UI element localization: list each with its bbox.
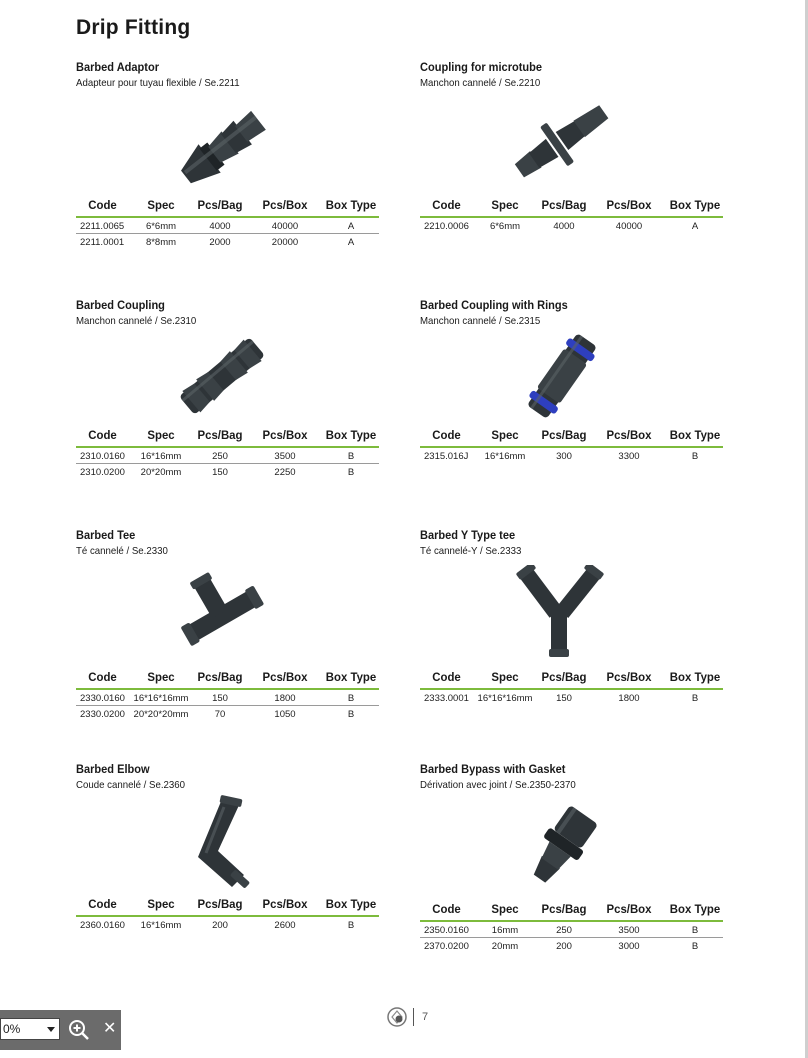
- zoom-toolbar: [0, 1010, 121, 1050]
- col-header: Pcs/Bag: [194, 896, 245, 916]
- col-header: Box Type: [324, 669, 377, 689]
- barbed-tee-icon: [172, 568, 267, 656]
- microtube-coupling-icon: [505, 93, 620, 188]
- cell: 20*20*20mm: [133, 708, 189, 720]
- cell: 16mm: [473, 921, 537, 938]
- zoom-level-select[interactable]: [0, 1018, 60, 1040]
- cell: 2600: [274, 919, 296, 931]
- close-icon[interactable]: ✕: [103, 1020, 117, 1037]
- cell: 16*16mm: [129, 447, 193, 464]
- cell: 20*20mm: [140, 466, 182, 478]
- cell: 4000: [553, 220, 575, 232]
- cell: 250: [537, 921, 591, 938]
- barbed-adaptor-icon: [168, 100, 278, 195]
- page-title: Drip Fitting: [76, 16, 191, 39]
- col-header: Pcs/Bag: [538, 427, 589, 447]
- col-header: Pcs/Bag: [538, 669, 589, 689]
- col-header: Pcs/Bag: [194, 427, 245, 447]
- cell: B: [691, 692, 699, 704]
- product-title: Barbed Y Type tee: [420, 528, 516, 542]
- product-subtitle: Dérivation avec joint / Se.2350-2370: [420, 779, 576, 791]
- cell: A: [347, 236, 355, 248]
- cell: 2250: [274, 466, 296, 478]
- table-row: [76, 689, 379, 706]
- product-title: Barbed Bypass with Gasket: [420, 762, 566, 776]
- cell: 2211.0065: [76, 217, 129, 234]
- product-barbed-coupling: [76, 298, 386, 327]
- bypass-gasket-icon: [518, 800, 608, 890]
- col-header: Box Type: [668, 427, 721, 447]
- cell: 2210.0006: [424, 220, 469, 232]
- col-header: Box Type: [668, 669, 721, 689]
- col-header: Spec: [131, 669, 192, 689]
- cell: 2211.0001: [80, 236, 125, 248]
- product-subtitle: Manchon cannelé / Se.2315: [420, 315, 541, 327]
- cell: 2310.0200: [80, 466, 125, 478]
- col-header: Code: [421, 197, 471, 217]
- product-coupling-microtube: [420, 60, 730, 89]
- cell: 2000: [209, 236, 231, 248]
- col-header: Pcs/Box: [593, 427, 665, 447]
- spec-table: [420, 669, 723, 705]
- cell: 2330.0160: [76, 689, 129, 706]
- cell: B: [347, 466, 355, 478]
- zoom-level-value: 0%: [3, 1022, 21, 1036]
- cell: 2315.016J: [424, 450, 469, 462]
- spec-table: [76, 896, 379, 932]
- col-header: Pcs/Bag: [538, 901, 589, 921]
- cell: 6*6mm: [129, 217, 193, 234]
- col-header: Pcs/Box: [593, 197, 665, 217]
- product-subtitle: Té cannelé-Y / Se.2333: [420, 545, 522, 557]
- product-title: Barbed Coupling with Rings: [420, 298, 568, 312]
- product-title: Barbed Elbow: [76, 762, 150, 776]
- cell: B: [667, 921, 723, 938]
- cell: 2360.0160: [80, 919, 125, 931]
- cell: 16*16*16mm: [477, 692, 533, 704]
- col-header: Box Type: [324, 896, 377, 916]
- product-title: Coupling for microtube: [420, 60, 543, 74]
- table-row: [76, 217, 379, 234]
- col-header: Pcs/Box: [249, 669, 321, 689]
- product-subtitle: Té cannelé / Se.2330: [76, 545, 168, 557]
- cell: 1050: [274, 708, 296, 720]
- cell: 2333.0001: [424, 692, 469, 704]
- table-row: [76, 916, 379, 932]
- spec-table: [76, 427, 379, 479]
- col-header: Code: [421, 669, 471, 689]
- cell: 3000: [618, 940, 640, 952]
- table-row: [76, 464, 379, 480]
- col-header: Code: [77, 427, 127, 447]
- col-header: Code: [77, 197, 127, 217]
- col-header: Box Type: [324, 197, 377, 217]
- cell: 3500: [591, 921, 667, 938]
- product-barbed-tee: [76, 528, 386, 557]
- spec-table: [76, 669, 379, 721]
- col-header: Pcs/Bag: [538, 197, 589, 217]
- cell: B: [323, 689, 379, 706]
- cell: 20mm: [491, 940, 519, 952]
- chevron-down-icon: [47, 1027, 55, 1032]
- cell: 1800: [618, 692, 640, 704]
- col-header: Code: [421, 901, 471, 921]
- cell: 16*16mm: [140, 919, 182, 931]
- table-row: [76, 234, 379, 250]
- cell: 16*16*16mm: [129, 689, 193, 706]
- col-header: Spec: [131, 197, 192, 217]
- spec-table: [420, 427, 723, 463]
- col-header: Pcs/Bag: [194, 197, 245, 217]
- cell: 150: [212, 466, 228, 478]
- cell: 16*16mm: [484, 450, 526, 462]
- cell: 200: [556, 940, 572, 952]
- cell: 40000: [615, 220, 643, 232]
- table-row: [420, 217, 723, 233]
- product-subtitle: Manchon cannelé / Se.2310: [76, 315, 197, 327]
- cell: 2370.0200: [424, 940, 469, 952]
- footer-divider: [413, 1008, 414, 1026]
- col-header: Box Type: [668, 901, 721, 921]
- product-subtitle: Manchon cannelé / Se.2210: [420, 77, 541, 89]
- col-header: Spec: [131, 896, 192, 916]
- company-logo-icon: [386, 1006, 408, 1028]
- col-header: Pcs/Bag: [194, 669, 245, 689]
- coupling-with-rings-icon: [512, 330, 612, 422]
- cell: 150: [556, 692, 572, 704]
- col-header: Pcs/Box: [249, 197, 321, 217]
- table-row: [420, 921, 723, 938]
- table-row: [420, 689, 723, 705]
- product-barbed-coupling-rings: [420, 298, 730, 327]
- product-barbed-bypass: [420, 762, 730, 791]
- cell: 1800: [247, 689, 323, 706]
- col-header: Spec: [475, 669, 536, 689]
- col-header: Pcs/Box: [593, 669, 665, 689]
- cell: B: [347, 708, 355, 720]
- product-title: Barbed Coupling: [76, 298, 165, 312]
- cell: 40000: [247, 217, 323, 234]
- cell: B: [347, 919, 355, 931]
- cell: 2330.0200: [80, 708, 125, 720]
- product-title: Barbed Tee: [76, 528, 136, 542]
- col-header: Box Type: [668, 197, 721, 217]
- product-barbed-adaptor: [76, 60, 386, 89]
- cell: 300: [556, 450, 572, 462]
- cell: 4000: [193, 217, 247, 234]
- col-header: Code: [77, 669, 127, 689]
- product-subtitle: Adapteur pour tuyau flexible / Se.2211: [76, 77, 240, 89]
- table-row: [76, 706, 379, 722]
- spec-table: [76, 197, 379, 249]
- product-barbed-y-tee: [420, 528, 730, 557]
- table-row: [76, 447, 379, 464]
- col-header: Spec: [131, 427, 192, 447]
- table-row: [420, 447, 723, 463]
- col-header: Code: [421, 427, 471, 447]
- product-barbed-elbow: [76, 762, 386, 791]
- page-number: 7: [422, 1011, 429, 1023]
- spec-table: [420, 197, 723, 233]
- cell: 2350.0160: [420, 921, 473, 938]
- col-header: Pcs/Box: [249, 427, 321, 447]
- barbed-coupling-icon: [172, 330, 272, 422]
- cell: 250: [193, 447, 247, 464]
- cell: B: [691, 940, 699, 952]
- cell: 2310.0160: [76, 447, 129, 464]
- cell: B: [323, 447, 379, 464]
- cell: 70: [214, 708, 226, 720]
- barbed-elbow-icon: [182, 795, 252, 890]
- product-subtitle: Coude cannelé / Se.2360: [76, 779, 186, 791]
- cell: A: [691, 220, 699, 232]
- col-header: Spec: [475, 901, 536, 921]
- cell: 3500: [247, 447, 323, 464]
- col-header: Pcs/Box: [593, 901, 665, 921]
- zoom-in-icon[interactable]: [67, 1018, 91, 1042]
- y-tee-icon: [512, 565, 607, 660]
- col-header: Spec: [475, 427, 536, 447]
- cell: 6*6mm: [489, 220, 521, 232]
- col-header: Pcs/Box: [249, 896, 321, 916]
- cell: 8*8mm: [145, 236, 177, 248]
- col-header: Code: [77, 896, 127, 916]
- cell: B: [691, 450, 699, 462]
- col-header: Box Type: [324, 427, 377, 447]
- cell: A: [323, 217, 379, 234]
- product-title: Barbed Adaptor: [76, 60, 160, 74]
- cell: 150: [193, 689, 247, 706]
- cell: 200: [212, 919, 228, 931]
- cell: 3300: [618, 450, 640, 462]
- col-header: Spec: [475, 197, 536, 217]
- spec-table: [420, 901, 723, 953]
- table-row: [420, 938, 723, 954]
- cell: 20000: [271, 236, 299, 248]
